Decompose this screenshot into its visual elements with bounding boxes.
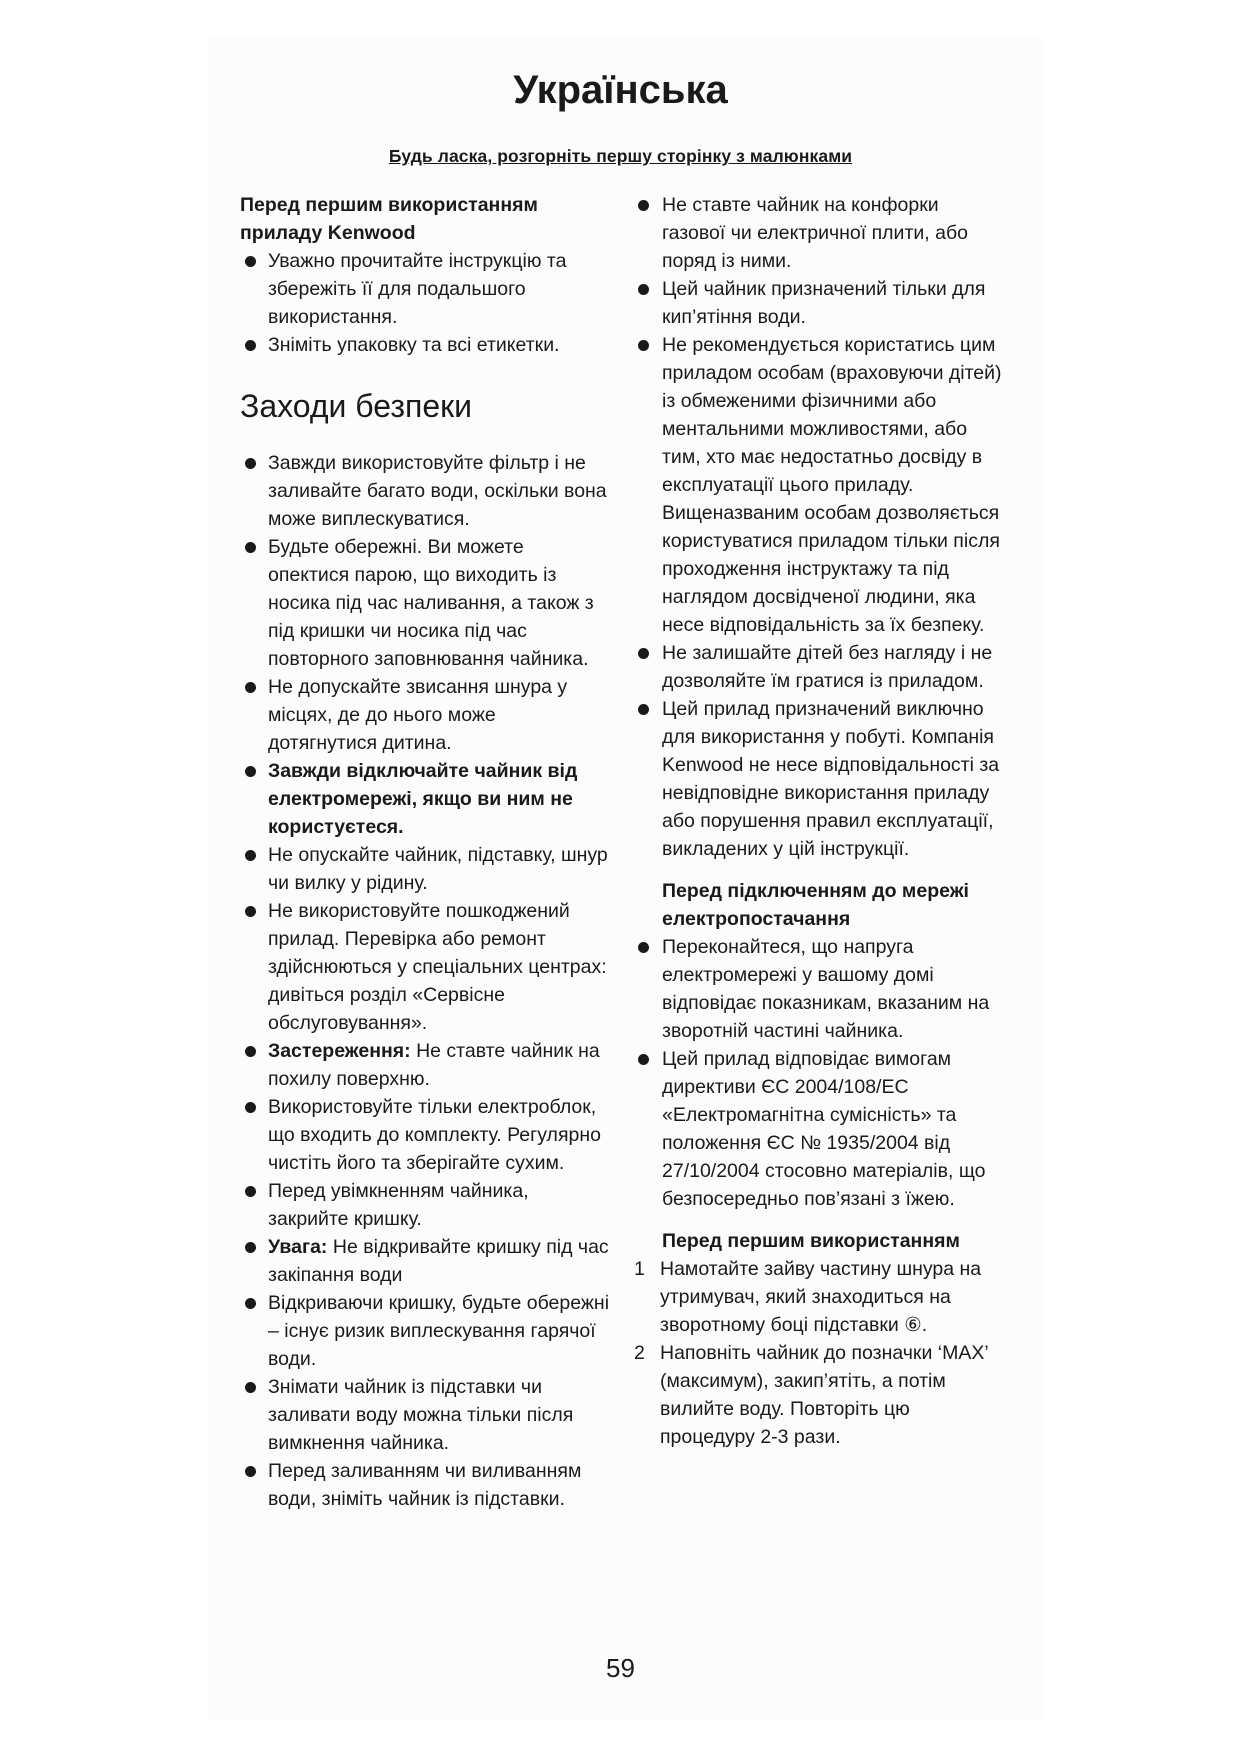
list-item: Будьте обережні. Ви можете опектися парою, що виходить із носика під час наливання, а також з під кришки чи носика під час повторного заповнювання чайника.: [240, 533, 610, 673]
list-item: Цей прилад відповідає вимогам директиви ЄС 2004/108/ЕС «Електромагнітна сумісність» та положення ЄС № 1935/2004 від 27/10/2004 стосовно матеріалів, що безпосередньо пов’язані з їжею.: [634, 1045, 1006, 1213]
first-use-heading: Перед першим використанням: [662, 1230, 960, 1252]
list-item: Перед увімкненням чайника, закрийте кришку.: [240, 1177, 610, 1233]
list-item: Переконайтеся, що напруга електромережі у вашому домі відповідає показникам, вказаним на зворотній частині чайника.: [634, 933, 1006, 1045]
caution-label: Застереження:: [268, 1040, 411, 1062]
bullet-icon: [638, 942, 649, 953]
bullet-icon: [245, 766, 256, 777]
list-item: Цей чайник призначений тільки для кип’ятіння води.: [634, 275, 1006, 331]
list-item: Перед заливанням чи виливанням води, зніміть чайник із підставки.: [240, 1457, 610, 1513]
bullet-icon: [638, 340, 649, 351]
bullet-icon: [245, 906, 256, 917]
list-item: Увага: Не відкривайте кришку під час закіпання води: [240, 1233, 610, 1289]
bullet-icon: [245, 1298, 256, 1309]
before-use-heading: Перед першим використанням приладу Kenwood: [240, 194, 538, 244]
attention-label: Увага:: [268, 1236, 328, 1258]
list-item: 1 Намотайте зайву частину шнура на утримувач, який знаходиться на зворотному боці підставки ⑥.: [634, 1258, 982, 1336]
list-item: Завжди відключайте чайник від електромережі, якщо ви ним не користуєтеся.: [240, 757, 610, 841]
bullet-icon: [245, 1102, 256, 1113]
bullet-icon: [245, 542, 256, 553]
list-item: Відкриваючи кришку, будьте обережні – існує ризик виплескування гарячої води.: [240, 1289, 610, 1373]
bullet-icon: [245, 850, 256, 861]
bullet-icon: [638, 284, 649, 295]
bullet-icon: [245, 1046, 256, 1057]
bullet-icon: [638, 648, 649, 659]
bullet-icon: [638, 200, 649, 211]
list-item: Не ставте чайник на конфорки газової чи електричної плити, або поряд із ними.: [634, 191, 1006, 275]
bullet-icon: [245, 1466, 256, 1477]
list-item: Не допускайте звисання шнура у місцях, де до нього може дотягнутися дитина.: [240, 673, 610, 757]
bullet-icon: [245, 458, 256, 469]
bullet-icon: [638, 704, 649, 715]
list-item: Застереження: Не ставте чайник на похилу поверхню.: [240, 1037, 610, 1093]
list-item: Цей прилад призначений виключно для використання у побуті. Компанія Kenwood не несе відповідальності за невідповідне використання приладу або порушення правил експлуатації, викладених у цій інструкції.: [634, 695, 1006, 863]
list-item: Уважно прочитайте інструкцію та збережіть її для подальшого використання.: [240, 247, 610, 331]
bullet-icon: [245, 340, 256, 351]
bullet-icon: [245, 1242, 256, 1253]
list-item: Використовуйте тільки електроблок, що входить до комплекту. Регулярно чистіть його та зберігайте сухим.: [240, 1093, 610, 1177]
list-item: 2 Наповніть чайник до позначки ‘MAX’ (максимум), закип’ятіть, а потім вилийте воду. Повторіть цю процедуру 2-3 рази.: [634, 1342, 988, 1448]
safety-section-title: Заходи безпеки: [240, 388, 473, 424]
bullet-icon: [245, 1186, 256, 1197]
bullet-icon: [245, 1382, 256, 1393]
list-item: Не опускайте чайник, підставку, шнур чи вилку у рідину.: [240, 841, 610, 897]
bullet-icon: [245, 256, 256, 267]
right-column: [634, 191, 1006, 1451]
page-title: Українська: [513, 68, 728, 112]
page-number: 59: [606, 1653, 635, 1683]
list-item: Не використовуйте пошкоджений прилад. Перевірка або ремонт здійснюються у спеціальних центрах: дивіться розділ «Сервісне обслуговування».: [240, 897, 610, 1037]
bullet-icon: [245, 682, 256, 693]
list-item: Не рекомендується користатись цим приладом особам (враховуючи дітей) із обмеженими фізичними або ментальними можливостями, або тим, хто має недостатньо досвіду в експлуатації цього приладу. Вищеназваним особам дозволяється користуватися приладом тільки після проходження інструктажу та під наглядом досвідченої людини, яка несе відповідальність за їх безпеку.: [634, 331, 1006, 639]
list-item: Не залишайте дітей без нагляду і не дозволяйте їм гратися із приладом.: [634, 639, 1006, 695]
left-column: [240, 191, 610, 1513]
bullet-icon: [638, 1054, 649, 1065]
list-item: Зніміть упаковку та всі етикетки.: [240, 331, 610, 359]
page-subtitle: Будь ласка, розгорніть першу сторінку з малюнками: [388, 146, 853, 166]
power-heading: Перед підключенням до мережі електропостачання: [662, 880, 969, 930]
list-item: Завжди використовуйте фільтр і не заливайте багато води, оскільки вона може виплескуватися.: [240, 449, 610, 533]
list-item: Знімати чайник із підставки чи заливати воду можна тільки після вимкнення чайника.: [240, 1373, 610, 1457]
